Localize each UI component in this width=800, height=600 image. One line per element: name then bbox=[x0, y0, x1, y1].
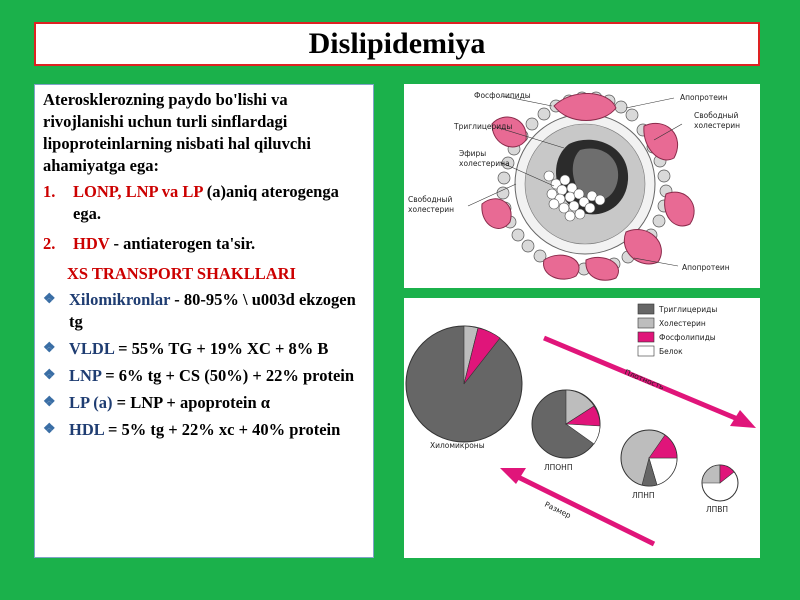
legend-label: Холестерин bbox=[659, 319, 706, 328]
bullet-text bbox=[69, 289, 365, 333]
bullet-term: Xilomikronlar bbox=[69, 290, 171, 309]
label-free-cholesterol-right: Свободный bbox=[694, 111, 739, 120]
bullet-item bbox=[43, 338, 365, 360]
lipoprotein-composition-figure bbox=[404, 298, 760, 558]
label-free-cholesterol-left-2: холестерин bbox=[408, 205, 455, 214]
diamond-bullet-icon: ❖ bbox=[43, 395, 56, 410]
legend-label: Фосфолипиды bbox=[659, 333, 716, 342]
bullet-text bbox=[69, 365, 354, 387]
pie-chylomicrons bbox=[406, 326, 522, 450]
diamond-bullet-icon: ❖ bbox=[43, 292, 56, 307]
page-title: Dislipidemiya bbox=[308, 27, 486, 60]
bullet-term: HDL bbox=[69, 420, 104, 439]
item-number: 1. bbox=[43, 182, 56, 201]
bullet-term: VLDL bbox=[69, 339, 114, 358]
item-term: LONP, LNP va LP bbox=[73, 182, 203, 201]
bullet-term: LP (a) bbox=[69, 393, 113, 412]
bullet-item bbox=[43, 392, 365, 414]
lipoprotein-structure-diagram bbox=[404, 84, 760, 288]
legend bbox=[638, 304, 717, 356]
label-phospholipids: Фосфолипиды bbox=[474, 91, 531, 100]
label-free-cholesterol-right-2: холестерин bbox=[694, 121, 741, 130]
bullet-rest: - 80-95% \ u003d ekzogen tg bbox=[69, 290, 356, 331]
label-free-cholesterol-left: Свободный bbox=[408, 195, 453, 204]
legend-swatch-cholesterol bbox=[638, 318, 654, 328]
bullet-rest: = 5% tg + 22% xc + 40% protein bbox=[103, 420, 341, 439]
diamond-bullet-icon: ❖ bbox=[43, 368, 56, 383]
bullet-text bbox=[69, 419, 340, 441]
intro-text: Aterosklerozning paydo bo'lishi va rivojlanishi uchun turli sinflardagi lipoproteinlarning nisbati hal qiluvchi ahamiyatga ega: bbox=[43, 90, 311, 175]
pie-label: ЛПНП bbox=[632, 491, 655, 500]
size-label: Размер bbox=[543, 499, 573, 521]
item-number: 2. bbox=[43, 234, 56, 253]
numbered-item-2 bbox=[43, 233, 365, 255]
bullet-text bbox=[69, 338, 328, 360]
density-label: Плотность bbox=[623, 367, 666, 392]
bullet-item bbox=[43, 419, 365, 441]
bullet-rest: = 6% tg + CS (50%) + 22% protein bbox=[101, 366, 355, 385]
label-cholesterol-esters: Эфиры bbox=[459, 149, 487, 158]
bullet-rest: = 55% TG + 19% XC + 8% B bbox=[113, 339, 329, 358]
bullet-item bbox=[43, 289, 365, 333]
pie-vldl bbox=[532, 390, 600, 472]
diamond-bullet-icon: ❖ bbox=[43, 422, 56, 437]
item-text bbox=[73, 181, 365, 225]
legend-label: Триглицериды bbox=[659, 305, 718, 314]
numbered-item-1 bbox=[43, 181, 365, 225]
label-apoprotein-bottom: Апопротеин bbox=[682, 263, 730, 272]
pie-label: Хиломикроны bbox=[430, 441, 485, 450]
section-subheading: XS TRANSPORT SHAKLLARI bbox=[67, 264, 296, 283]
pie-hdl bbox=[702, 465, 738, 514]
item-text bbox=[73, 233, 255, 255]
item-rest: (a)aniq aterogenga ega. bbox=[73, 182, 339, 223]
item-term: HDV bbox=[73, 234, 110, 253]
legend-swatch-triglycerides bbox=[638, 304, 654, 314]
bullet-rest: = LNP + apoprotein α bbox=[112, 393, 270, 412]
label-apoprotein-top: Апопротеин bbox=[680, 93, 728, 102]
legend-swatch-protein bbox=[638, 346, 654, 356]
text-panel bbox=[34, 84, 374, 558]
diamond-bullet-icon: ❖ bbox=[43, 341, 56, 356]
legend-label: Белок bbox=[659, 347, 683, 356]
legend-swatch-phospholipids bbox=[638, 332, 654, 342]
item-rest: - antiaterogen ta'sir. bbox=[109, 234, 256, 253]
pie-label: ЛПОНП bbox=[544, 463, 573, 472]
bullet-term: LNP bbox=[69, 366, 102, 385]
label-cholesterol-esters-2: холестерина bbox=[459, 159, 510, 168]
pie-ldl bbox=[621, 430, 677, 500]
bullet-text bbox=[69, 392, 270, 414]
lipoprotein-structure-figure bbox=[404, 84, 760, 288]
lipoprotein-composition-diagram bbox=[404, 298, 760, 558]
label-triglycerides: Триглицериды bbox=[454, 122, 513, 131]
title-box bbox=[34, 22, 760, 66]
pie-label: ЛПВП bbox=[706, 505, 729, 514]
bullet-item bbox=[43, 365, 365, 387]
